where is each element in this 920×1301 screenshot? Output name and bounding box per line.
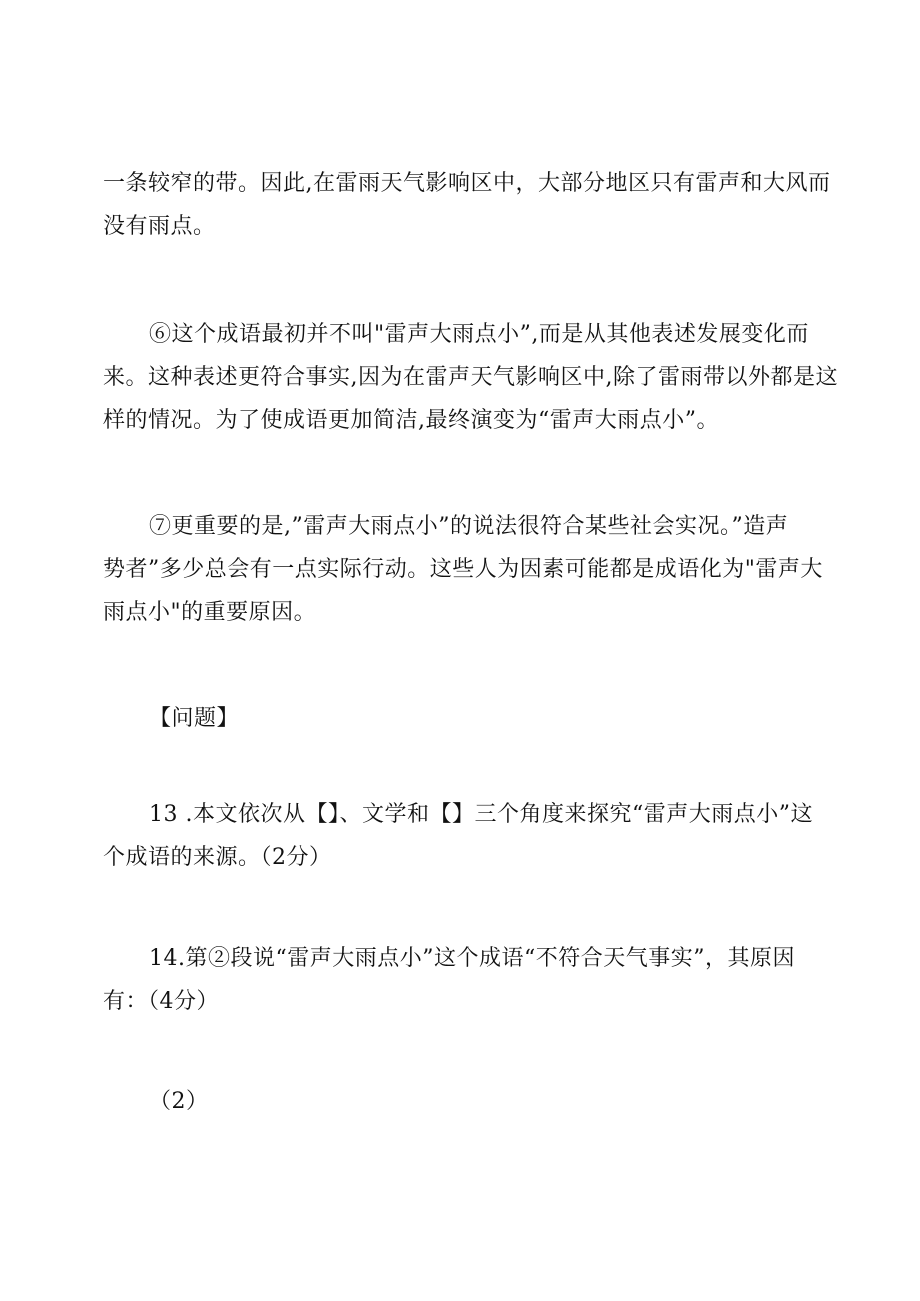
text-line: ⑥这个成语最初并不叫"雷声大雨点小”,而是从其他表述发展变化而	[149, 322, 809, 347]
paragraph-7	[103, 505, 823, 634]
text-line: 雨点小"的重要原因。	[103, 600, 317, 625]
text-line: 来。这种表述更符合事实,因为在雷声天气影响区中,除了雷雨带以外都是这	[103, 365, 838, 390]
text-line: 14.第②段说“雷声大雨点小”这个成语“不符合天气事实”，其原因	[149, 946, 795, 971]
heading-text: 【问题】	[149, 706, 240, 731]
text-line: 势者”多少总会有一点实际行动。这些人为因素可能都是成语化为"雷声大	[103, 557, 823, 582]
text-line: 样的情况。为了使成语更加简洁,最终演变为“雷声大雨点小”。	[103, 408, 719, 433]
text-line: ⑦更重要的是,”雷声大雨点小”的说法很符合某些社会实况。”造声	[149, 514, 789, 539]
paragraph-6	[103, 313, 838, 442]
question-13	[103, 793, 823, 879]
answer-2	[103, 1080, 823, 1123]
question-14	[103, 937, 823, 1023]
text-line: 有：（4分）	[103, 989, 219, 1014]
text-line: 一条较窄的带。因此,在雷雨天气影响区中，大部分地区只有雷声和大风而	[103, 171, 831, 196]
paragraph-5-continuation	[103, 162, 831, 248]
questions-heading	[103, 697, 823, 740]
text-line: 13 .本文依次从【】、文学和【】三个角度来探究“雷声大雨点小”这	[149, 802, 813, 827]
text-line: 个成语的来源。（2分）	[103, 845, 332, 870]
answer-label: （2）	[149, 1089, 209, 1114]
text-line: 没有雨点。	[103, 214, 216, 239]
